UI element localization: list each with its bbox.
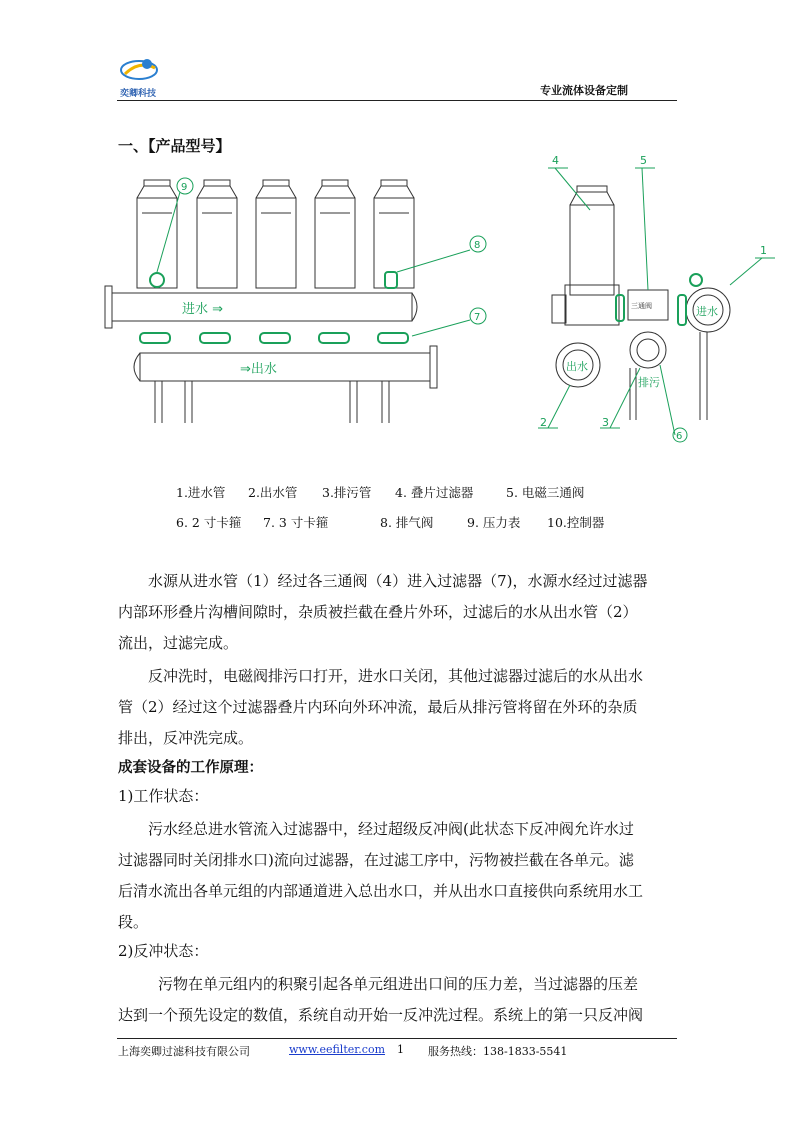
paragraph-line: 达到一个预先设定的数值，系统自动开始一反冲洗过程。系统上的第一只反冲阀 — [118, 1006, 644, 1024]
paragraph-line: 过滤器同时关闭排水口)流向过滤器，在过滤工序中，污物被拦截在各单元。滤 — [118, 851, 634, 869]
header-divider — [117, 100, 677, 101]
paragraph-line: 污物在单元组内的积聚引起各单元组进出口间的压力差，当过滤器的压差 — [158, 975, 639, 993]
paragraph-line: 排出，反冲洗完成。 — [118, 729, 254, 747]
clamp — [140, 333, 170, 343]
footer-divider — [117, 1038, 677, 1039]
inlet-flange — [105, 286, 112, 328]
outlet-label: 出水 — [566, 360, 588, 373]
footer-website[interactable] — [289, 1043, 385, 1056]
inlet-label: 进水 ⇒ — [182, 302, 224, 317]
controller-box — [565, 285, 619, 325]
subsection-label: 2)反冲状态： — [118, 942, 209, 960]
legend-item: 9. 压力表 — [467, 515, 521, 530]
filter-housing — [197, 180, 237, 288]
footer-hotline: 服务热线：138-1833-5541 — [428, 1045, 568, 1058]
outlet-flange — [430, 346, 437, 388]
callout-label: 3 — [602, 416, 609, 429]
legend-item: 2.出水管 — [248, 485, 298, 500]
paragraph-line: 污水经总进水管流入过滤器中，经过超级反冲阀(此状态下反冲阀允许水过 — [148, 820, 634, 838]
paragraph-line: 段。 — [118, 913, 149, 931]
outlet-manifold — [140, 353, 430, 381]
legend-item: 6. 2 寸卡箍 — [176, 515, 242, 530]
filter-housing — [256, 180, 296, 288]
drain-pipe-end — [630, 332, 666, 368]
pressure-gauge — [150, 273, 164, 287]
callout-label: 8 — [474, 240, 481, 251]
filter-housing — [315, 180, 355, 288]
legend-item: 1.进水管 — [176, 485, 226, 500]
outlet-label: ⇒出水 — [240, 362, 277, 377]
callout-label: 5 — [640, 154, 647, 167]
paragraph-line: 水源从进水管（1）经过各三通阀（4）进入过滤器（7)，水源水经过过滤器 — [148, 572, 648, 590]
legend-item: 8. 排气阀 — [380, 515, 434, 530]
legend-item: 10.控制器 — [547, 515, 605, 530]
logo-text: 奕卿科技 — [120, 89, 157, 99]
clamp — [378, 333, 408, 343]
paragraph-line: 管（2）经过这个过滤器叠片内环向外环冲流，最后从排污管将留在外环的杂质 — [118, 698, 638, 716]
drain-label: 排污 — [638, 376, 660, 389]
website-link[interactable]: www.eefilter.com — [289, 1043, 386, 1056]
filter-housing — [570, 205, 614, 295]
clamp — [319, 333, 349, 343]
callout-label: 2 — [540, 416, 547, 429]
footer-company: 上海奕卿过滤科技有限公司 — [118, 1045, 250, 1058]
clamp — [200, 333, 230, 343]
callout-label: 1 — [760, 244, 767, 257]
legend-item: 7. 3 寸卡箍 — [263, 515, 329, 530]
subsection-heading: 成套设备的工作原理： — [118, 760, 263, 776]
paragraph-line: 内部环形叠片沟槽间隙时，杂质被拦截在叠片外环，过滤后的水从出水管（2） — [118, 603, 638, 621]
subsection-label: 1)工作状态： — [118, 787, 209, 805]
callout-label: 9 — [181, 182, 188, 193]
paragraph-line: 流出，过滤完成。 — [118, 634, 239, 652]
side-view-diagram — [530, 150, 780, 450]
callout-label: 6 — [676, 431, 683, 442]
inlet-label: 进水 — [696, 305, 718, 318]
front-view-diagram — [100, 168, 500, 438]
paragraph-line: 后清水流出各单元组的内部通道进入总出水口，并从出水口直接供向系统用水工 — [118, 882, 644, 900]
legend-item: 5. 电磁三通阀 — [506, 485, 585, 500]
callout-label: 7 — [474, 312, 481, 323]
air-valve — [385, 272, 397, 288]
legend-item: 4. 叠片过滤器 — [395, 485, 474, 500]
footer-page-number: 1 — [397, 1043, 404, 1056]
valve-label: 三通阀 — [631, 302, 652, 310]
header-tagline: 专业流体设备定制 — [540, 84, 628, 97]
clamp — [260, 333, 290, 343]
inlet-manifold — [112, 293, 412, 321]
section-title: 一、【产品型号】 — [118, 137, 231, 155]
legend-item: 3.排污管 — [322, 485, 372, 500]
paragraph-line: 反冲洗时，电磁阀排污口打开，进水口关闭，其他过滤器过滤后的水从出水 — [148, 667, 644, 685]
callout-label: 4 — [552, 154, 559, 167]
